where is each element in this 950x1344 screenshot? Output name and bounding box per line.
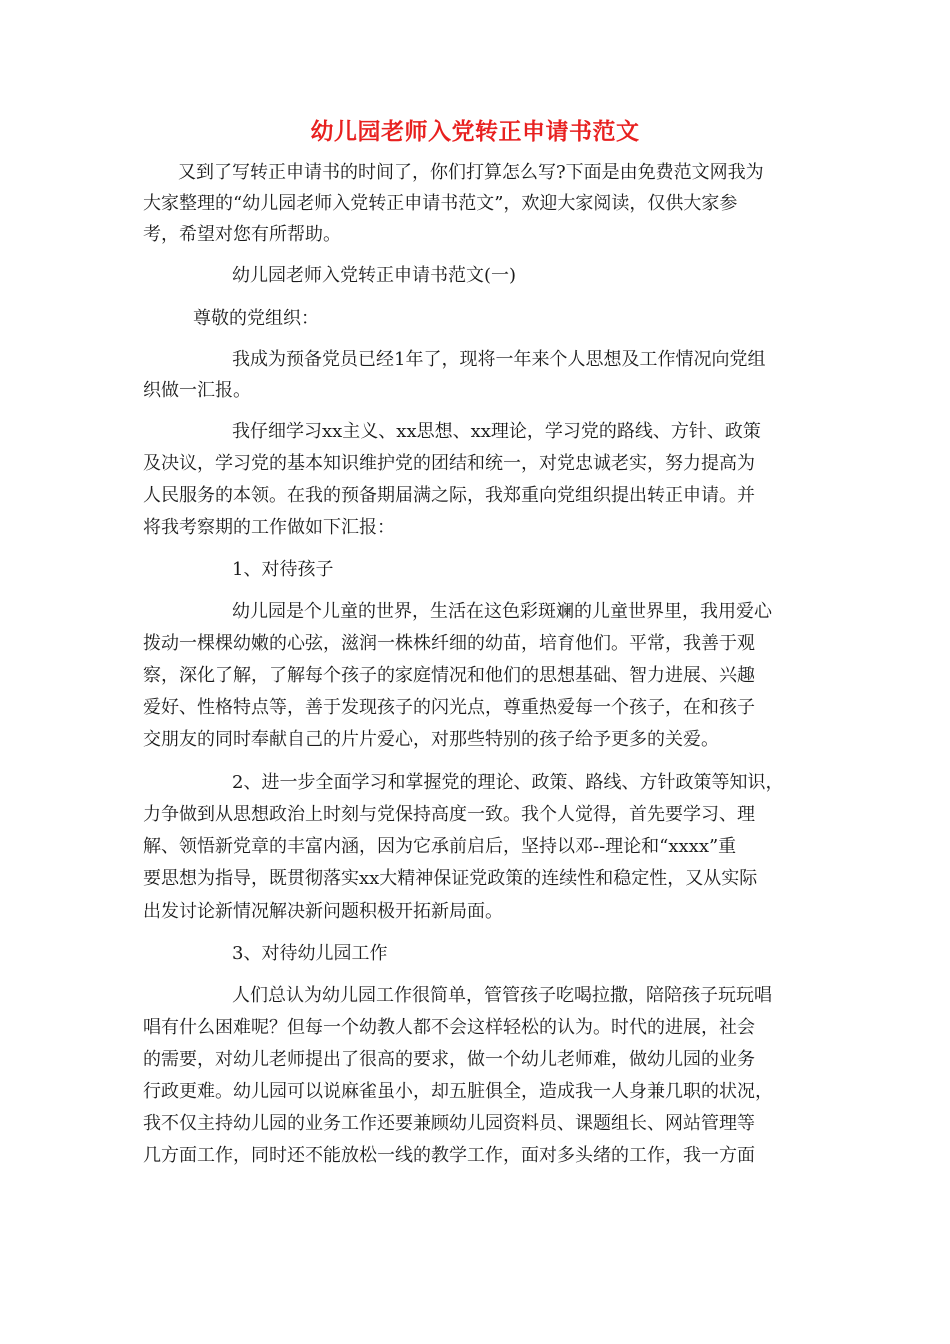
list-heading: 3、对待幼儿园工作 [232,943,388,964]
text-line: 人民服务的本领。在我的预备期届满之际，我郑重向党组织提出转正申请。并 [143,485,755,506]
text-line: 及决议，学习党的基本知识维护党的团结和统一，对党忠诚老实，努力提高为 [143,453,755,474]
text-line: 要思想为指导，既贯彻落实xx大精神保证党政策的连续性和稳定性，又从实际 [143,868,758,889]
text-line: 考，希望对您有所帮助。 [143,224,341,245]
section-heading: 幼儿园老师入党转正申请书范文(一) [232,265,517,286]
text-line: 我仔细学习xx主义、xx思想、xx理论，学习党的路线、方针、政策 [232,421,761,442]
list-heading: 1、对待孩子 [232,559,334,580]
document-title: 幼儿园老师入党转正申请书范文 [310,119,640,145]
text-line: 将我考察期的工作做如下汇报： [143,517,395,538]
text-line: 又到了写转正申请书的时间了，你们打算怎么写?下面是由免费范文网我为 [178,162,764,183]
text-line: 出发讨论新情况解决新问题积极开拓新局面。 [143,901,503,922]
text-line: 力争做到从思想政治上时刻与党保持高度一致。我个人觉得，首先要学习、理 [143,804,755,825]
text-line: 交朋友的同时奉献自己的片片爱心，对那些特别的孩子给予更多的关爱。 [143,729,719,750]
text-line: 幼儿园是个儿童的世界，生活在这色彩斑斓的儿童世界里，我用爱心 [232,601,772,622]
text-line: 几方面工作，同时还不能放松一线的教学工作，面对多头绪的工作，我一方面 [143,1145,755,1166]
text-line: 我成为预备党员已经1年了，现将一年来个人思想及工作情况向党组 [232,349,766,370]
text-line: 2、进一步全面学习和掌握党的理论、政策、路线、方针政策等知识， [232,772,784,793]
text-line: 织做一汇报。 [143,380,251,401]
text-line: 的需要，对幼儿老师提出了很高的要求，做一个幼儿老师难，做幼儿园的业务 [143,1049,755,1070]
text-line: 我不仅主持幼儿园的业务工作还要兼顾幼儿园资料员、课题组长、网站管理等 [143,1113,755,1134]
text-line: 拨动一棵棵幼嫩的心弦，滋润一株株纤细的幼苗，培育他们。平常，我善于观 [143,633,755,654]
text-line: 行政更难。幼儿园可以说麻雀虽小，却五脏俱全，造成我一人身兼几职的状况， [143,1081,773,1102]
text-line: 唱有什么困难呢？但每一个幼教人都不会这样轻松的认为。时代的进展，社会 [143,1017,755,1038]
text-line: 大家整理的“幼儿园老师入党转正申请书范文”，欢迎大家阅读，仅供大家参 [143,193,738,214]
text-line: 人们总认为幼儿园工作很简单，管管孩子吃喝拉撒，陪陪孩子玩玩唱 [232,985,772,1006]
text-line: 解、领悟新党章的丰富内涵，因为它承前启后，坚持以邓--理论和“xxxx”重 [143,836,737,857]
salutation: 尊敬的党组织： [193,308,319,329]
text-line: 察，深化了解，了解每个孩子的家庭情况和他们的思想基础、智力进展、兴趣 [143,665,755,686]
text-line: 爱好、性格特点等，善于发现孩子的闪光点，尊重热爱每一个孩子，在和孩子 [143,697,755,718]
